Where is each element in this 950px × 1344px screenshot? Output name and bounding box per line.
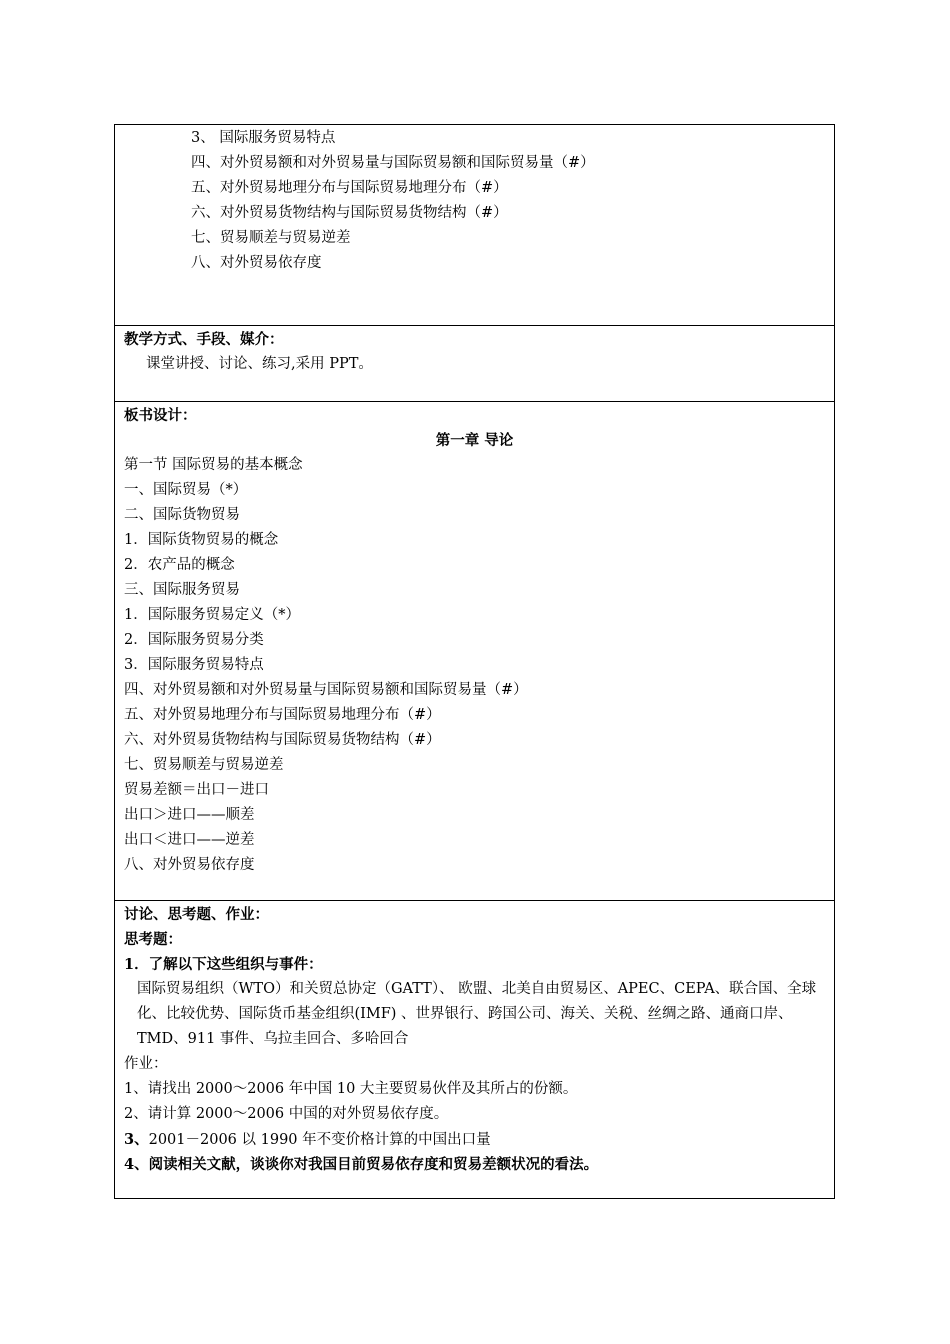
outline-continuation-cell <box>115 125 834 325</box>
homework-label: 作业： <box>124 1056 168 1072</box>
teaching-method-cell <box>115 325 834 401</box>
board-design-cell <box>115 401 834 900</box>
board-line: 出口＞进口——顺差 <box>124 807 255 823</box>
discussion-heading: 讨论、思考题、作业： <box>124 906 269 923</box>
board-line: 2．国际服务贸易分类 <box>124 632 264 648</box>
homework-item-1: 1、请找出 2000～2006 年中国 10 大主要贸易伙伴及其所占的份额。 <box>124 1081 578 1097</box>
board-line: 四、对外贸易额和对外贸易量与国际贸易额和国际贸易量（#） <box>124 682 528 698</box>
outline-line: 3、 国际服务贸易特点 <box>191 130 336 146</box>
teaching-method-content: 课堂讲授、讨论、练习,采用 PPT。 <box>146 356 373 372</box>
board-line: 1．国际服务贸易定义（*） <box>124 607 300 623</box>
homework-item-3-text: 2001－2006 以 1990 年不变价格计算的中国出口量 <box>148 1132 491 1148</box>
teaching-method-heading: 教学方式、手段、媒介： <box>124 331 284 348</box>
outline-line: 七、贸易顺差与贸易逆差 <box>191 230 351 246</box>
chapter-title: 第一章 导论 <box>435 432 514 449</box>
board-line: 八、对外贸易依存度 <box>124 857 255 873</box>
homework-item-4: 4、阅读相关文献，谈谈你对我国目前贸易依存度和贸易差额状况的看法。 <box>124 1156 599 1173</box>
board-line: 七、贸易顺差与贸易逆差 <box>124 757 284 773</box>
board-design-heading: 板书设计： <box>124 407 197 424</box>
board-line: 贸易差额＝出口－进口 <box>124 782 269 798</box>
discussion-homework-cell <box>115 900 834 1198</box>
question-1-title: 1．了解以下这些组织与事件： <box>124 956 323 973</box>
board-line: 五、对外贸易地理分布与国际贸易地理分布（#） <box>124 707 441 723</box>
board-line: 3．国际服务贸易特点 <box>124 657 264 673</box>
homework-item-3-number: 3、 <box>124 1131 149 1148</box>
outline-line: 四、对外贸易额和对外贸易量与国际贸易额和国际贸易量（#） <box>191 155 595 171</box>
board-line: 第一节 国际贸易的基本概念 <box>124 457 303 473</box>
outline-line: 八、对外贸易依存度 <box>191 255 322 271</box>
outline-line: 五、对外贸易地理分布与国际贸易地理分布（#） <box>191 180 508 196</box>
lesson-plan-table <box>114 124 835 1199</box>
board-line: 二、国际货物贸易 <box>124 507 240 523</box>
board-line: 六、对外贸易货物结构与国际贸易货物结构（#） <box>124 732 441 748</box>
board-line: 1．国际货物贸易的概念 <box>124 532 279 548</box>
board-line: 一、国际贸易（*） <box>124 482 248 498</box>
questions-subheading: 思考题： <box>124 931 182 948</box>
homework-item-2: 2、请计算 2000～2006 中国的对外贸易依存度。 <box>124 1106 449 1122</box>
outline-line: 六、对外贸易货物结构与国际贸易货物结构（#） <box>191 205 508 221</box>
board-line: 三、国际服务贸易 <box>124 582 240 598</box>
board-line: 出口＜进口——逆差 <box>124 832 255 848</box>
question-1-text: 国际贸易组织（WTO）和关贸总协定（GATT）、 欧盟、北美自由贸易区、APEC、CEPA、联合国、全球化、比较优势、国际货币基金组织(IMF) 、世界银行、跨国公司、海关、关税、丝绸之路、通商口岸、TMD、911 事件、乌拉圭回合、多哈回合 <box>137 981 817 1047</box>
homework-item-3 <box>124 1127 825 1152</box>
board-line: 2．农产品的概念 <box>124 557 235 573</box>
